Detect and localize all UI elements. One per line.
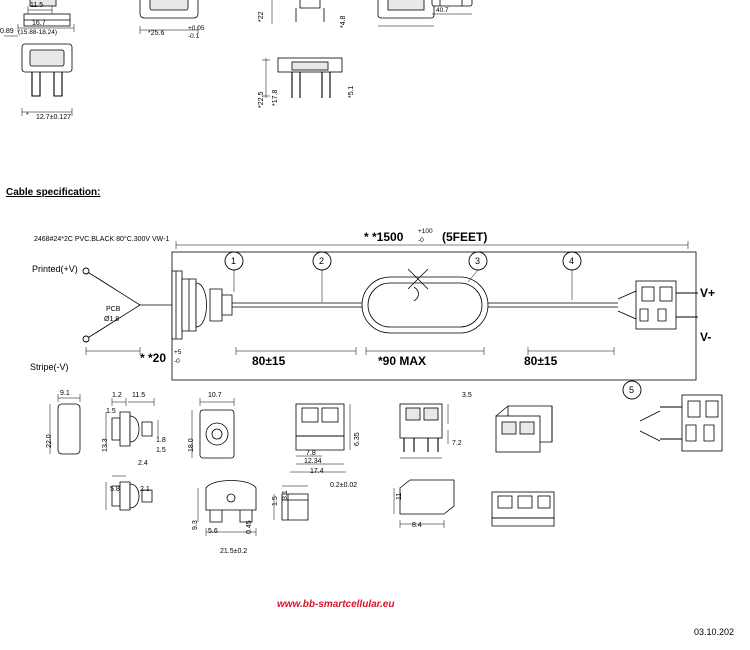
dim-9-3: 9.3 [192,520,199,530]
dim-25-6: *25.6 [148,30,165,37]
dim-1-8: 1.8 [156,437,166,444]
dim-11-5b: 11.5 [132,392,146,399]
callout-4: 4 [569,256,575,266]
dim-11: 11 [396,492,403,500]
dim-25-6-tol-up: +0.05 [188,25,205,32]
top-detail-drawings [0,0,750,150]
label-stripe-negative: Stripe(-V) [30,362,69,372]
dim-3-1: 3.1 [282,490,289,500]
dim-12-7: 12.7±0.127 [36,114,71,121]
dim-11-5: 11.5 [30,2,44,9]
dim-strip-star: * [140,351,145,365]
dim-12-34: 12.34 [304,458,322,465]
label-v-minus: V- [700,330,712,344]
callout-2: 2 [319,256,325,266]
dim-range: (15.88-18.24) [18,29,58,36]
dim-0-89: 0.89 [0,28,14,35]
callout-5: 5 [629,385,635,395]
dim-0-2: 0.2±0.02 [330,482,358,489]
dim-17-8: *17.8 [272,89,279,106]
dim-2-1: 2.1 [140,486,150,493]
dim-seg1: 80±15 [252,354,286,368]
dim-10-7: 10.7 [208,392,222,399]
dim-1-5c: 1.5 [272,496,279,506]
dim-4-8: *4.8 [340,15,347,28]
dim-6-35: 6.35 [354,432,361,446]
dim-5-6: 5.6 [208,528,218,535]
total-unit: (5FEET) [442,230,488,244]
total-length-star: * [364,230,369,244]
dim-1-5: 1.5 [106,408,116,415]
dim-18-0: 18.0 [188,438,195,452]
dim-21-5: 21.5±0.2 [220,548,248,555]
total-length: *1500 [372,230,404,244]
dim-8-4: 8.4 [412,522,422,529]
dim-2-4: 2.4 [138,460,148,467]
dim-16-7: 16.7 [32,20,46,27]
dim-1-2: 1.2 [112,392,122,399]
dim-9-1: 9.1 [60,390,70,397]
cable-spec-text: 2468#24*2C PVC.BLACK 80°C.300V VW-1 [34,236,170,243]
label-v-plus: V+ [700,286,716,300]
dim-13-3: 13.3 [102,438,109,452]
dim-seg2: *90 MAX [378,354,427,368]
dim-7-2: 7.2 [452,440,462,447]
dim-7-8: 7.8 [306,450,316,457]
dim-25-6-tol-dn: -0.1 [188,33,200,40]
total-tol-up: +100 [418,228,433,235]
dim-5-8: 5.8 [110,486,120,493]
footer-date: 03.10.202 [694,627,735,637]
dim-strip-tol-dn: -0 [174,358,180,365]
dim-22-5: *22.5 [258,91,265,108]
dim-star-1: * [26,112,29,119]
dim-3-5: 3.5 [462,392,472,399]
dim-0-45: 0.45 [246,520,253,534]
dim-strip: *20 [148,351,167,365]
footer-url[interactable]: www.bb-smartcellular.eu [277,599,395,610]
section-title: Cable specification: [6,187,101,198]
dim-40-7: 40.7 [436,7,449,14]
dim-5-1: *5.1 [348,85,355,98]
label-pcb: PCB [106,306,121,313]
dim-1-5b: 1.5 [156,447,166,454]
bottom-detail-drawings [0,390,750,570]
callout-3: 3 [475,256,481,266]
total-tol-dn: -0 [418,237,424,244]
dim-22-0: 22.0 [46,434,53,448]
callout-1: 1 [231,256,237,266]
dim-22: *22 [258,11,265,22]
dim-17-4: 17.4 [310,468,324,475]
label-pcb-diameter: Ø1.8 [104,316,120,323]
label-printed-positive: Printed(+V) [32,264,78,274]
dim-seg3: 80±15 [524,354,558,368]
dim-strip-tol-up: +5 [174,349,182,356]
